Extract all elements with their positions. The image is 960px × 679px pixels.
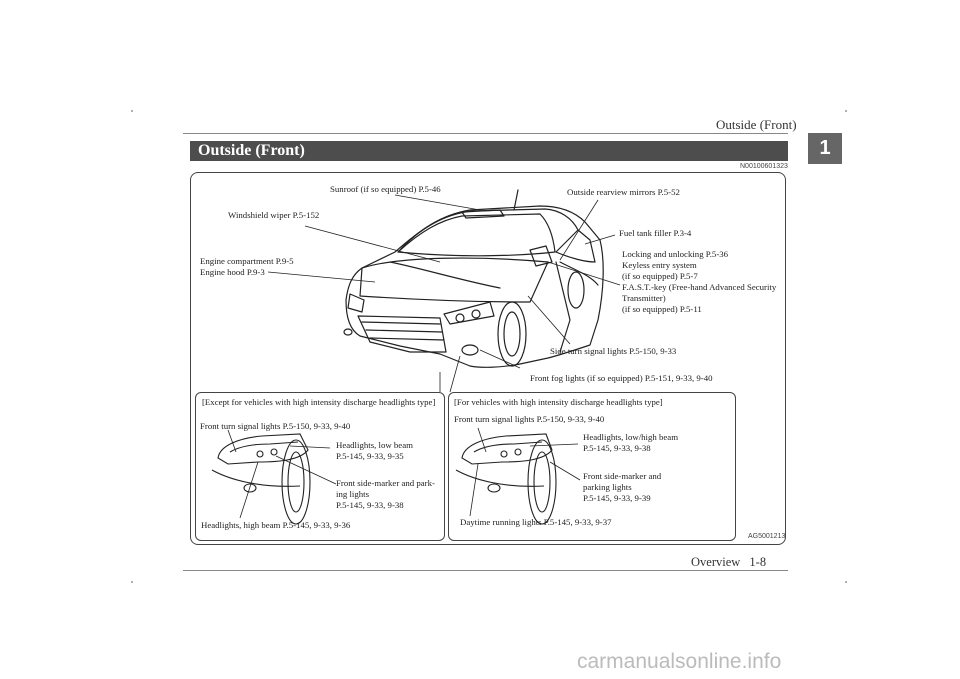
inset-right-low-high-beam xyxy=(583,432,678,454)
watermark: carmanualsonline.info xyxy=(577,650,782,673)
page-footer: Overview 1-8 xyxy=(691,555,767,569)
inset-right-side-marker-line-1: Front side-marker and xyxy=(583,471,662,481)
callout-engine-compartment: Engine compartment P.9-5 xyxy=(200,256,294,266)
inset-left-side-marker-line-1: Front side-marker and park- xyxy=(336,478,435,488)
inset-left-high-beam: Headlights, high beam P.5-145, 9-33, 9-36 xyxy=(201,520,351,530)
inset-left-side-marker-line-3: P.5-145, 9-33, 9-38 xyxy=(336,500,404,510)
inset-right-low-high-line-1: Headlights, low/high beam xyxy=(583,432,679,442)
callout-fuel-filler: Fuel tank filler P.3-4 xyxy=(619,228,692,238)
inset-left-side-marker-line-2: ing lights xyxy=(336,489,369,499)
crop-mark xyxy=(131,110,133,112)
inset-right-title: [For vehicles with high intensity discharge headlights type] xyxy=(454,397,663,407)
callout-fog-lights: Front fog lights (if so equipped) P.5-151, 9-33, 9-40 xyxy=(530,373,713,383)
inset-right-drl: Daytime running lights P.5-145, 9-33, 9-37 xyxy=(460,517,612,527)
inset-left-headlight-art xyxy=(212,434,310,524)
callout-locking-line-6: (if so equipped) P.5-11 xyxy=(622,304,702,314)
callout-windshield-wiper: Windshield wiper P.5-152 xyxy=(228,210,320,220)
inset-right-low-high-line-2: P.5-145, 9-33, 9-38 xyxy=(583,443,651,453)
chapter-tab: 1 xyxy=(808,133,842,164)
callout-engine-hood: Engine hood P.9-3 xyxy=(200,267,265,277)
inset-right-side-marker-line-2: parking lights xyxy=(583,482,632,492)
inset-left-low-beam-line-2: P.5-145, 9-33, 9-35 xyxy=(336,451,404,461)
side-mirror xyxy=(530,246,552,266)
callout-outside-mirrors: Outside rearview mirrors P.5-52 xyxy=(567,187,680,197)
section-title: Outside (Front) xyxy=(190,141,788,161)
inset-right-side-marker-line-3: P.5-145, 9-33, 9-39 xyxy=(583,493,651,503)
crop-mark xyxy=(845,581,847,583)
callout-locking xyxy=(622,249,776,315)
reference-code: N00100601323 xyxy=(740,163,788,170)
inset-left-title: [Except for vehicles with high intensity discharge headlights type] xyxy=(202,397,436,407)
hood xyxy=(360,258,548,302)
inset-left-turn-signal: Front turn signal lights P.5-150, 9-33, 9-40 xyxy=(200,421,351,431)
footer-rule xyxy=(183,570,788,571)
crop-mark xyxy=(131,581,133,583)
figure-code: AG5001213 xyxy=(748,533,786,540)
fog-light xyxy=(462,345,478,355)
callout-locking-line-2: Keyless entry system xyxy=(622,260,697,270)
car-body-outline xyxy=(346,206,603,367)
inset-right-turn-signal: Front turn signal lights P.5-150, 9-33, 9-40 xyxy=(454,414,605,424)
inset-left-low-beam-line-1: Headlights, low beam xyxy=(336,440,413,450)
callout-side-turn-signal: Side turn signal lights P.5-150, 9-33 xyxy=(550,346,677,356)
callout-locking-line-4: F.A.S.T.-key (Free-hand Advanced Security xyxy=(622,282,777,292)
inset-left-side-marker xyxy=(336,478,435,511)
inset-right-side-marker xyxy=(583,471,661,504)
callout-locking-line-3: (if so equipped) P.5-7 xyxy=(622,271,698,281)
right-headlight xyxy=(444,302,494,324)
crop-mark xyxy=(845,110,847,112)
callout-locking-line-5: Transmitter) xyxy=(622,293,666,303)
inset-left-low-beam xyxy=(336,440,413,462)
callout-sunroof: Sunroof (if so equipped) P.5-46 xyxy=(330,184,441,194)
callout-locking-line-1: Locking and unlocking P.5-36 xyxy=(622,249,729,259)
running-header-title: Outside (Front) xyxy=(716,117,797,132)
